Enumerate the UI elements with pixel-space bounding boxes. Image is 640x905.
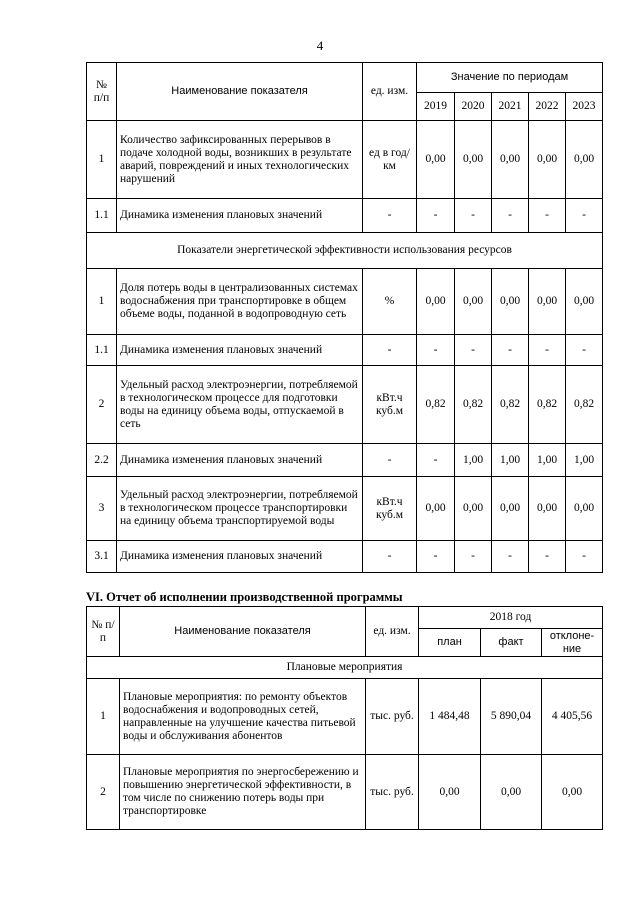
header-num: № п/п — [87, 63, 117, 121]
row-value: 1,00 — [529, 444, 566, 477]
program-report-table — [86, 606, 603, 830]
row-unit: кВт.ч куб.м — [363, 366, 417, 444]
row-num: 2 — [87, 366, 117, 444]
row-num: 1.1 — [87, 335, 117, 366]
row-value: 0,00 — [417, 269, 455, 335]
header-year: 2022 — [529, 93, 566, 121]
row-unit: - — [363, 541, 417, 573]
row-plan: 0,00 — [419, 755, 481, 830]
row-value: 0,00 — [566, 477, 603, 541]
table-row — [87, 541, 603, 573]
row-num: 2 — [87, 755, 120, 830]
header-num: № п/п — [87, 607, 120, 657]
header-fact: факт — [481, 629, 542, 657]
row-value: 0,00 — [417, 121, 455, 199]
row-value: - — [417, 335, 455, 366]
row-unit: - — [363, 335, 417, 366]
row-value: 0,00 — [566, 269, 603, 335]
table-row — [87, 121, 603, 199]
table-row — [87, 477, 603, 541]
header-deviation: отклоне-ние — [542, 629, 603, 657]
row-unit: % — [363, 269, 417, 335]
row-num: 1 — [87, 679, 120, 755]
row-unit: ед в год/ км — [363, 121, 417, 199]
row-unit: - — [363, 444, 417, 477]
row-value: - — [417, 444, 455, 477]
row-value: 0,00 — [492, 477, 529, 541]
row-value: 0,00 — [529, 477, 566, 541]
row-name: Плановые мероприятия: по ремонту объектов водоснабжения и водопроводных сетей, направленные на улучшение качества питьевой воды и обслуживания абонентов — [120, 679, 366, 755]
row-unit: тыс. руб. — [366, 755, 419, 830]
row-value: - — [455, 541, 492, 573]
row-name: Динамика изменения плановых значений — [117, 335, 363, 366]
table-row — [87, 366, 603, 444]
row-num: 1 — [87, 121, 117, 199]
row-value: - — [455, 335, 492, 366]
header-year: 2020 — [455, 93, 492, 121]
row-name: Динамика изменения плановых значений — [117, 199, 363, 233]
section-title: Показатели энергетической эффективности использования ресурсов — [87, 233, 603, 269]
header-name: Наименование показателя — [117, 63, 363, 121]
row-value: 0,00 — [529, 269, 566, 335]
table-row — [87, 199, 603, 233]
row-value: 0,82 — [529, 366, 566, 444]
row-value: - — [417, 541, 455, 573]
row-value: - — [529, 541, 566, 573]
table-row — [87, 444, 603, 477]
row-value: 0,00 — [455, 477, 492, 541]
row-value: 0,00 — [455, 269, 492, 335]
header-year: 2018 год — [419, 607, 603, 629]
row-value: 0,00 — [455, 121, 492, 199]
row-value: 0,00 — [417, 477, 455, 541]
section-row — [87, 233, 603, 269]
row-value: - — [492, 335, 529, 366]
row-name: Доля потерь воды в централизованных системах водоснабжения при транспортировке в общем объеме воды, поданной в водопроводную сеть — [117, 269, 363, 335]
row-unit: кВт.ч куб.м — [363, 477, 417, 541]
row-value: - — [492, 199, 529, 233]
section-title-report: VI. Отчет об исполнении производственной программы — [86, 590, 403, 604]
row-name: Динамика изменения плановых значений — [117, 444, 363, 477]
row-value: 0,00 — [529, 121, 566, 199]
row-value: 0,00 — [492, 121, 529, 199]
row-value: - — [417, 199, 455, 233]
row-name: Динамика изменения плановых значений — [117, 541, 363, 573]
header-year: 2021 — [492, 93, 529, 121]
row-value: 0,82 — [417, 366, 455, 444]
row-num: 1.1 — [87, 199, 117, 233]
row-value: - — [529, 199, 566, 233]
row-num: 3 — [87, 477, 117, 541]
row-fact: 5 890,04 — [481, 679, 542, 755]
table-row — [87, 335, 603, 366]
row-value: 1,00 — [492, 444, 529, 477]
row-name: Удельный расход электроэнергии, потребляемой в технологическом процессе для подготовки воды на единицу объема воды, отпускаемой в сеть — [117, 366, 363, 444]
row-value: 1,00 — [455, 444, 492, 477]
row-num: 3.1 — [87, 541, 117, 573]
row-value: - — [455, 199, 492, 233]
page-number: 4 — [316, 38, 324, 53]
header-plan: план — [419, 629, 481, 657]
header-unit: ед. изм. — [366, 607, 419, 657]
header-unit: ед. изм. — [363, 63, 417, 121]
row-deviation: 4 405,56 — [542, 679, 603, 755]
table-row — [87, 755, 603, 830]
row-fact: 0,00 — [481, 755, 542, 830]
header-year: 2023 — [566, 93, 603, 121]
row-value: 0,82 — [492, 366, 529, 444]
row-name: Удельный расход электроэнергии, потребляемой в технологическом процессе транспортировки на единицу объема транспортируемой воды — [117, 477, 363, 541]
section-title: Плановые мероприятия — [87, 657, 603, 679]
row-value: 1,00 — [566, 444, 603, 477]
table-row — [87, 269, 603, 335]
row-value: - — [566, 335, 603, 366]
section-row — [87, 657, 603, 679]
table-row — [87, 679, 603, 755]
row-name: Плановые мероприятия по энергосбережению и повышению энергетической эффективности, в том числе по снижению потерь воды при транспортировке — [120, 755, 366, 830]
row-value: 0,00 — [492, 269, 529, 335]
row-name: Количество зафиксированных перерывов в подаче холодной воды, возникших в результате аварий, повреждений и иных технологических нарушений — [117, 121, 363, 199]
row-unit: - — [363, 199, 417, 233]
header-name: Наименование показателя — [120, 607, 366, 657]
row-num: 2.2 — [87, 444, 117, 477]
indicators-table — [86, 62, 603, 573]
header-periods: Значение по периодам — [417, 63, 603, 93]
header-year: 2019 — [417, 93, 455, 121]
row-value: - — [566, 199, 603, 233]
row-plan: 1 484,48 — [419, 679, 481, 755]
row-num: 1 — [87, 269, 117, 335]
row-value: 0,00 — [566, 121, 603, 199]
row-value: - — [529, 335, 566, 366]
row-deviation: 0,00 — [542, 755, 603, 830]
row-value: 0,82 — [566, 366, 603, 444]
row-value: - — [566, 541, 603, 573]
row-value: - — [492, 541, 529, 573]
row-unit: тыс. руб. — [366, 679, 419, 755]
row-value: 0,82 — [455, 366, 492, 444]
